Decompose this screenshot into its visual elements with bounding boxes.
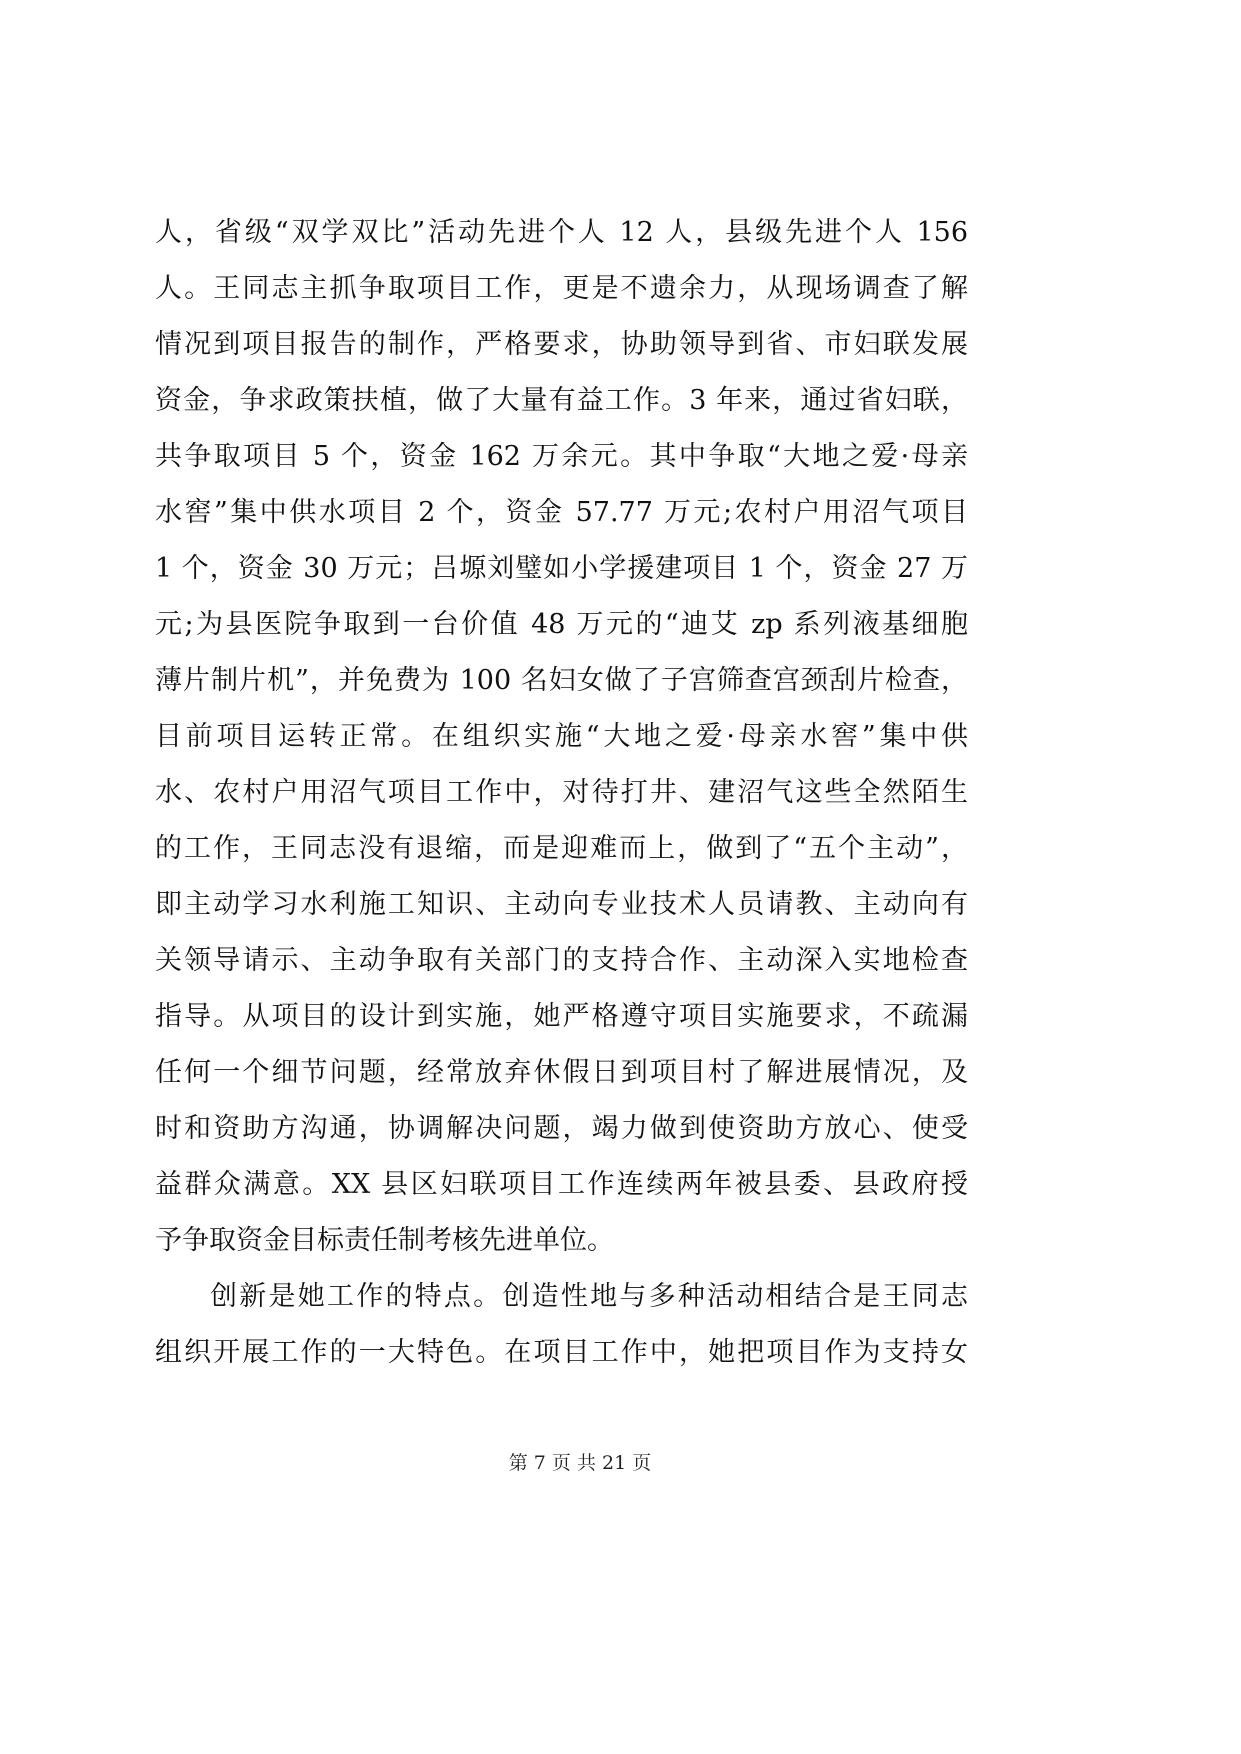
text-line: 水窖”集中供水项目 2 个，资金 57.77 万元;农村户用沼气项目: [155, 497, 968, 528]
text-line: 人，省级“双学双比”活动先进个人 12 人，县级先进个人 156: [155, 217, 968, 248]
text-line: 情况到项目报告的制作，严格要求，协助领导到省、市妇联发展: [155, 329, 968, 360]
document-body: [155, 205, 968, 1381]
text-line: 资金，争求政策扶植，做了大量有益工作。3 年来，通过省妇联，: [155, 385, 968, 416]
text-line: 益群众满意。XX 县区妇联项目工作连续两年被县委、县政府授: [155, 1169, 968, 1200]
text-line: 创新是她工作的特点。创造性地与多种活动相结合是王同志: [210, 1281, 968, 1312]
paragraph: [155, 205, 968, 1269]
page-footer: 第 7 页 共 21 页: [508, 1452, 652, 1474]
text-line: 薄片制片机”，并免费为 100 名妇女做了子宫筛查宫颈刮片检查，: [155, 665, 968, 696]
text-line: 共争取项目 5 个，资金 162 万余元。其中争取“大地之爱·母亲: [155, 441, 968, 472]
text-line: 任何一个细节问题，经常放弃休假日到项目村了解进展情况，及: [155, 1057, 968, 1088]
paragraph: [155, 1269, 968, 1381]
text-line: 即主动学习水利施工知识、主动向专业技术人员请教、主动向有: [155, 889, 968, 920]
text-line: 关领导请示、主动争取有关部门的支持合作、主动深入实地检查: [155, 945, 968, 976]
text-line: 目前项目运转正常。在组织实施“大地之爱·母亲水窖”集中供: [155, 721, 968, 752]
text-line: 人。王同志主抓争取项目工作，更是不遗余力，从现场调查了解: [155, 273, 968, 304]
text-line: 的工作，王同志没有退缩，而是迎难而上，做到了“五个主动”，: [155, 833, 968, 864]
text-line: 水、农村户用沼气项目工作中，对待打井、建沼气这些全然陌生: [155, 777, 968, 808]
text-line: 时和资助方沟通，协调解决问题，竭力做到使资助方放心、使受: [155, 1113, 968, 1144]
text-line: 元;为县医院争取到一台价值 48 万元的“迪艾 zp 系列液基细胞: [155, 609, 968, 640]
text-line: 指导。从项目的设计到实施，她严格遵守项目实施要求，不疏漏: [155, 1001, 968, 1032]
text-line: 予争取资金目标责任制考核先进单位。: [155, 1225, 614, 1256]
text-line: 1 个，资金 30 万元；吕塬刘璧如小学援建项目 1 个，资金 27 万: [155, 553, 968, 584]
text-line: 组织开展工作的一大特色。在项目工作中，她把项目作为支持女: [155, 1337, 968, 1368]
